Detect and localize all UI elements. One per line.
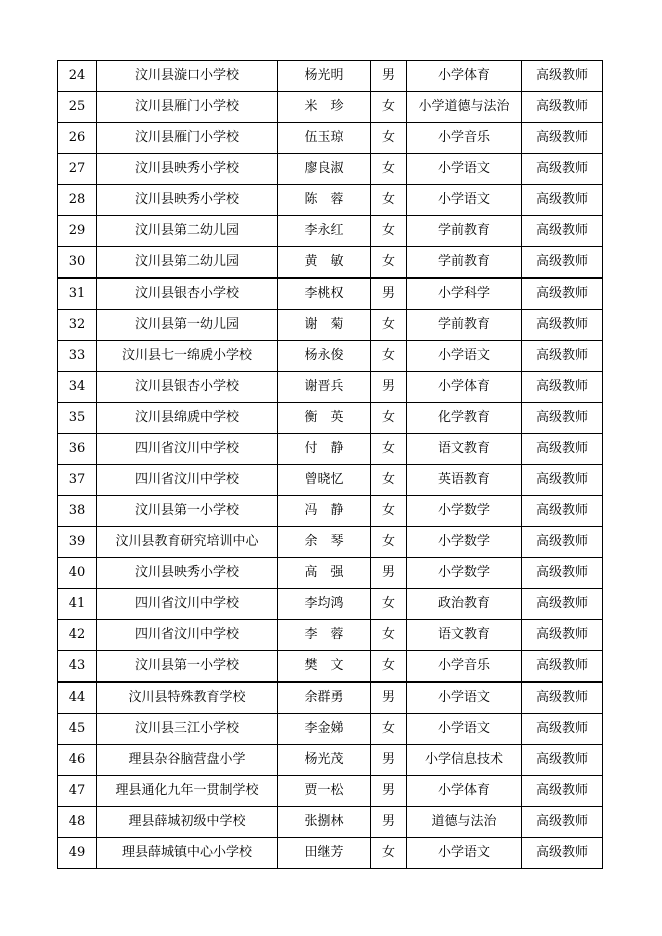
gender-cell: 女 xyxy=(371,341,407,372)
subject-cell: 小学语文 xyxy=(407,838,522,869)
gender-cell: 女 xyxy=(371,185,407,216)
name-cell: 樊 文 xyxy=(278,651,371,683)
table-row xyxy=(58,620,603,651)
school-cell: 汶川县第一幼儿园 xyxy=(97,310,278,341)
school-cell: 汶川县绵虒中学校 xyxy=(97,403,278,434)
title-cell: 高级教师 xyxy=(522,123,603,154)
table-row xyxy=(58,434,603,465)
name-cell: 李均鸿 xyxy=(278,589,371,620)
row-number-cell: 28 xyxy=(58,185,97,216)
subject-cell: 化学教育 xyxy=(407,403,522,434)
table-row xyxy=(58,341,603,372)
name-cell: 李 蓉 xyxy=(278,620,371,651)
gender-cell: 女 xyxy=(371,838,407,869)
name-cell: 田继芳 xyxy=(278,838,371,869)
school-cell: 汶川县第二幼儿园 xyxy=(97,216,278,247)
title-cell: 高级教师 xyxy=(522,278,603,310)
school-cell: 理县通化九年一贯制学校 xyxy=(97,776,278,807)
name-cell: 高 强 xyxy=(278,558,371,589)
name-cell: 李桃权 xyxy=(278,278,371,310)
table-row xyxy=(58,745,603,776)
gender-cell: 女 xyxy=(371,620,407,651)
teacher-roster-table xyxy=(57,60,603,869)
subject-cell: 小学数学 xyxy=(407,558,522,589)
title-cell: 高级教师 xyxy=(522,496,603,527)
table-row xyxy=(58,651,603,683)
gender-cell: 男 xyxy=(371,372,407,403)
row-number-cell: 41 xyxy=(58,589,97,620)
title-cell: 高级教师 xyxy=(522,310,603,341)
school-cell: 汶川县银杏小学校 xyxy=(97,278,278,310)
table-row xyxy=(58,61,603,92)
gender-cell: 男 xyxy=(371,61,407,92)
name-cell: 米 珍 xyxy=(278,92,371,123)
row-number-cell: 42 xyxy=(58,620,97,651)
name-cell: 张捌林 xyxy=(278,807,371,838)
title-cell: 高级教师 xyxy=(522,589,603,620)
name-cell: 李永红 xyxy=(278,216,371,247)
subject-cell: 小学语文 xyxy=(407,341,522,372)
name-cell: 余 琴 xyxy=(278,527,371,558)
gender-cell: 男 xyxy=(371,807,407,838)
gender-cell: 女 xyxy=(371,216,407,247)
school-cell: 理县薛城镇中心小学校 xyxy=(97,838,278,869)
table-row xyxy=(58,558,603,589)
subject-cell: 小学语文 xyxy=(407,714,522,745)
title-cell: 高级教师 xyxy=(522,682,603,714)
table-row xyxy=(58,216,603,247)
row-number-cell: 25 xyxy=(58,92,97,123)
gender-cell: 男 xyxy=(371,745,407,776)
table-row xyxy=(58,496,603,527)
subject-cell: 道德与法治 xyxy=(407,807,522,838)
table-row xyxy=(58,527,603,558)
gender-cell: 男 xyxy=(371,682,407,714)
title-cell: 高级教师 xyxy=(522,776,603,807)
gender-cell: 女 xyxy=(371,714,407,745)
school-cell: 理县杂谷脑营盘小学 xyxy=(97,745,278,776)
gender-cell: 女 xyxy=(371,247,407,279)
school-cell: 四川省汶川中学校 xyxy=(97,620,278,651)
subject-cell: 政治教育 xyxy=(407,589,522,620)
name-cell: 伍玉琼 xyxy=(278,123,371,154)
table-row xyxy=(58,123,603,154)
subject-cell: 小学语文 xyxy=(407,154,522,185)
row-number-cell: 32 xyxy=(58,310,97,341)
row-number-cell: 26 xyxy=(58,123,97,154)
table-row xyxy=(58,714,603,745)
row-number-cell: 49 xyxy=(58,838,97,869)
title-cell: 高级教师 xyxy=(522,620,603,651)
school-cell: 四川省汶川中学校 xyxy=(97,465,278,496)
table-row xyxy=(58,372,603,403)
title-cell: 高级教师 xyxy=(522,61,603,92)
title-cell: 高级教师 xyxy=(522,216,603,247)
table-row xyxy=(58,776,603,807)
row-number-cell: 38 xyxy=(58,496,97,527)
subject-cell: 小学体育 xyxy=(407,372,522,403)
table-row xyxy=(58,278,603,310)
gender-cell: 男 xyxy=(371,278,407,310)
row-number-cell: 43 xyxy=(58,651,97,683)
gender-cell: 男 xyxy=(371,558,407,589)
table-row xyxy=(58,247,603,279)
school-cell: 汶川县特殊教育学校 xyxy=(97,682,278,714)
table-row xyxy=(58,403,603,434)
title-cell: 高级教师 xyxy=(522,558,603,589)
gender-cell: 女 xyxy=(371,651,407,683)
table-row xyxy=(58,589,603,620)
name-cell: 贾一松 xyxy=(278,776,371,807)
school-cell: 汶川县映秀小学校 xyxy=(97,185,278,216)
table-body xyxy=(58,61,603,869)
gender-cell: 女 xyxy=(371,527,407,558)
table-row xyxy=(58,682,603,714)
table-row xyxy=(58,838,603,869)
school-cell: 汶川县第一小学校 xyxy=(97,651,278,683)
row-number-cell: 45 xyxy=(58,714,97,745)
row-number-cell: 24 xyxy=(58,61,97,92)
row-number-cell: 29 xyxy=(58,216,97,247)
row-number-cell: 44 xyxy=(58,682,97,714)
subject-cell: 语文教育 xyxy=(407,620,522,651)
school-cell: 汶川县映秀小学校 xyxy=(97,154,278,185)
row-number-cell: 48 xyxy=(58,807,97,838)
gender-cell: 女 xyxy=(371,123,407,154)
school-cell: 理县薛城初级中学校 xyxy=(97,807,278,838)
subject-cell: 语文教育 xyxy=(407,434,522,465)
school-cell: 汶川县第二幼儿园 xyxy=(97,247,278,279)
subject-cell: 小学体育 xyxy=(407,776,522,807)
title-cell: 高级教师 xyxy=(522,247,603,279)
row-number-cell: 36 xyxy=(58,434,97,465)
school-cell: 汶川县教育研究培训中心 xyxy=(97,527,278,558)
row-number-cell: 30 xyxy=(58,247,97,279)
gender-cell: 男 xyxy=(371,776,407,807)
school-cell: 汶川县雁门小学校 xyxy=(97,92,278,123)
title-cell: 高级教师 xyxy=(522,838,603,869)
row-number-cell: 40 xyxy=(58,558,97,589)
row-number-cell: 34 xyxy=(58,372,97,403)
table-row xyxy=(58,185,603,216)
title-cell: 高级教师 xyxy=(522,372,603,403)
subject-cell: 小学道德与法治 xyxy=(407,92,522,123)
title-cell: 高级教师 xyxy=(522,185,603,216)
subject-cell: 小学语文 xyxy=(407,185,522,216)
gender-cell: 女 xyxy=(371,589,407,620)
school-cell: 汶川县三江小学校 xyxy=(97,714,278,745)
name-cell: 李金娣 xyxy=(278,714,371,745)
subject-cell: 小学数学 xyxy=(407,496,522,527)
table-row xyxy=(58,154,603,185)
name-cell: 杨永俊 xyxy=(278,341,371,372)
subject-cell: 小学信息技术 xyxy=(407,745,522,776)
title-cell: 高级教师 xyxy=(522,714,603,745)
name-cell: 杨光明 xyxy=(278,61,371,92)
subject-cell: 小学音乐 xyxy=(407,651,522,683)
name-cell: 冯 静 xyxy=(278,496,371,527)
table-row xyxy=(58,807,603,838)
name-cell: 黄 敏 xyxy=(278,247,371,279)
title-cell: 高级教师 xyxy=(522,92,603,123)
name-cell: 曾晓忆 xyxy=(278,465,371,496)
name-cell: 衡 英 xyxy=(278,403,371,434)
subject-cell: 学前教育 xyxy=(407,247,522,279)
gender-cell: 女 xyxy=(371,496,407,527)
table-row xyxy=(58,92,603,123)
title-cell: 高级教师 xyxy=(522,341,603,372)
name-cell: 陈 蓉 xyxy=(278,185,371,216)
table-row xyxy=(58,465,603,496)
name-cell: 付 静 xyxy=(278,434,371,465)
subject-cell: 小学音乐 xyxy=(407,123,522,154)
row-number-cell: 33 xyxy=(58,341,97,372)
name-cell: 余群勇 xyxy=(278,682,371,714)
school-cell: 汶川县银杏小学校 xyxy=(97,372,278,403)
school-cell: 四川省汶川中学校 xyxy=(97,434,278,465)
subject-cell: 学前教育 xyxy=(407,310,522,341)
name-cell: 杨光茂 xyxy=(278,745,371,776)
gender-cell: 女 xyxy=(371,310,407,341)
row-number-cell: 39 xyxy=(58,527,97,558)
gender-cell: 女 xyxy=(371,403,407,434)
title-cell: 高级教师 xyxy=(522,403,603,434)
title-cell: 高级教师 xyxy=(522,651,603,683)
row-number-cell: 27 xyxy=(58,154,97,185)
title-cell: 高级教师 xyxy=(522,154,603,185)
subject-cell: 英语教育 xyxy=(407,465,522,496)
gender-cell: 女 xyxy=(371,154,407,185)
row-number-cell: 31 xyxy=(58,278,97,310)
gender-cell: 女 xyxy=(371,465,407,496)
gender-cell: 女 xyxy=(371,92,407,123)
name-cell: 谢 菊 xyxy=(278,310,371,341)
title-cell: 高级教师 xyxy=(522,465,603,496)
row-number-cell: 47 xyxy=(58,776,97,807)
school-cell: 汶川县雁门小学校 xyxy=(97,123,278,154)
title-cell: 高级教师 xyxy=(522,807,603,838)
school-cell: 四川省汶川中学校 xyxy=(97,589,278,620)
subject-cell: 小学语文 xyxy=(407,682,522,714)
school-cell: 汶川县七一绵虒小学校 xyxy=(97,341,278,372)
title-cell: 高级教师 xyxy=(522,527,603,558)
subject-cell: 学前教育 xyxy=(407,216,522,247)
name-cell: 谢晋兵 xyxy=(278,372,371,403)
name-cell: 廖良淑 xyxy=(278,154,371,185)
table-row xyxy=(58,310,603,341)
subject-cell: 小学科学 xyxy=(407,278,522,310)
row-number-cell: 35 xyxy=(58,403,97,434)
row-number-cell: 46 xyxy=(58,745,97,776)
subject-cell: 小学体育 xyxy=(407,61,522,92)
gender-cell: 女 xyxy=(371,434,407,465)
row-number-cell: 37 xyxy=(58,465,97,496)
subject-cell: 小学数学 xyxy=(407,527,522,558)
school-cell: 汶川县第一小学校 xyxy=(97,496,278,527)
title-cell: 高级教师 xyxy=(522,434,603,465)
school-cell: 汶川县映秀小学校 xyxy=(97,558,278,589)
title-cell: 高级教师 xyxy=(522,745,603,776)
school-cell: 汶川县漩口小学校 xyxy=(97,61,278,92)
